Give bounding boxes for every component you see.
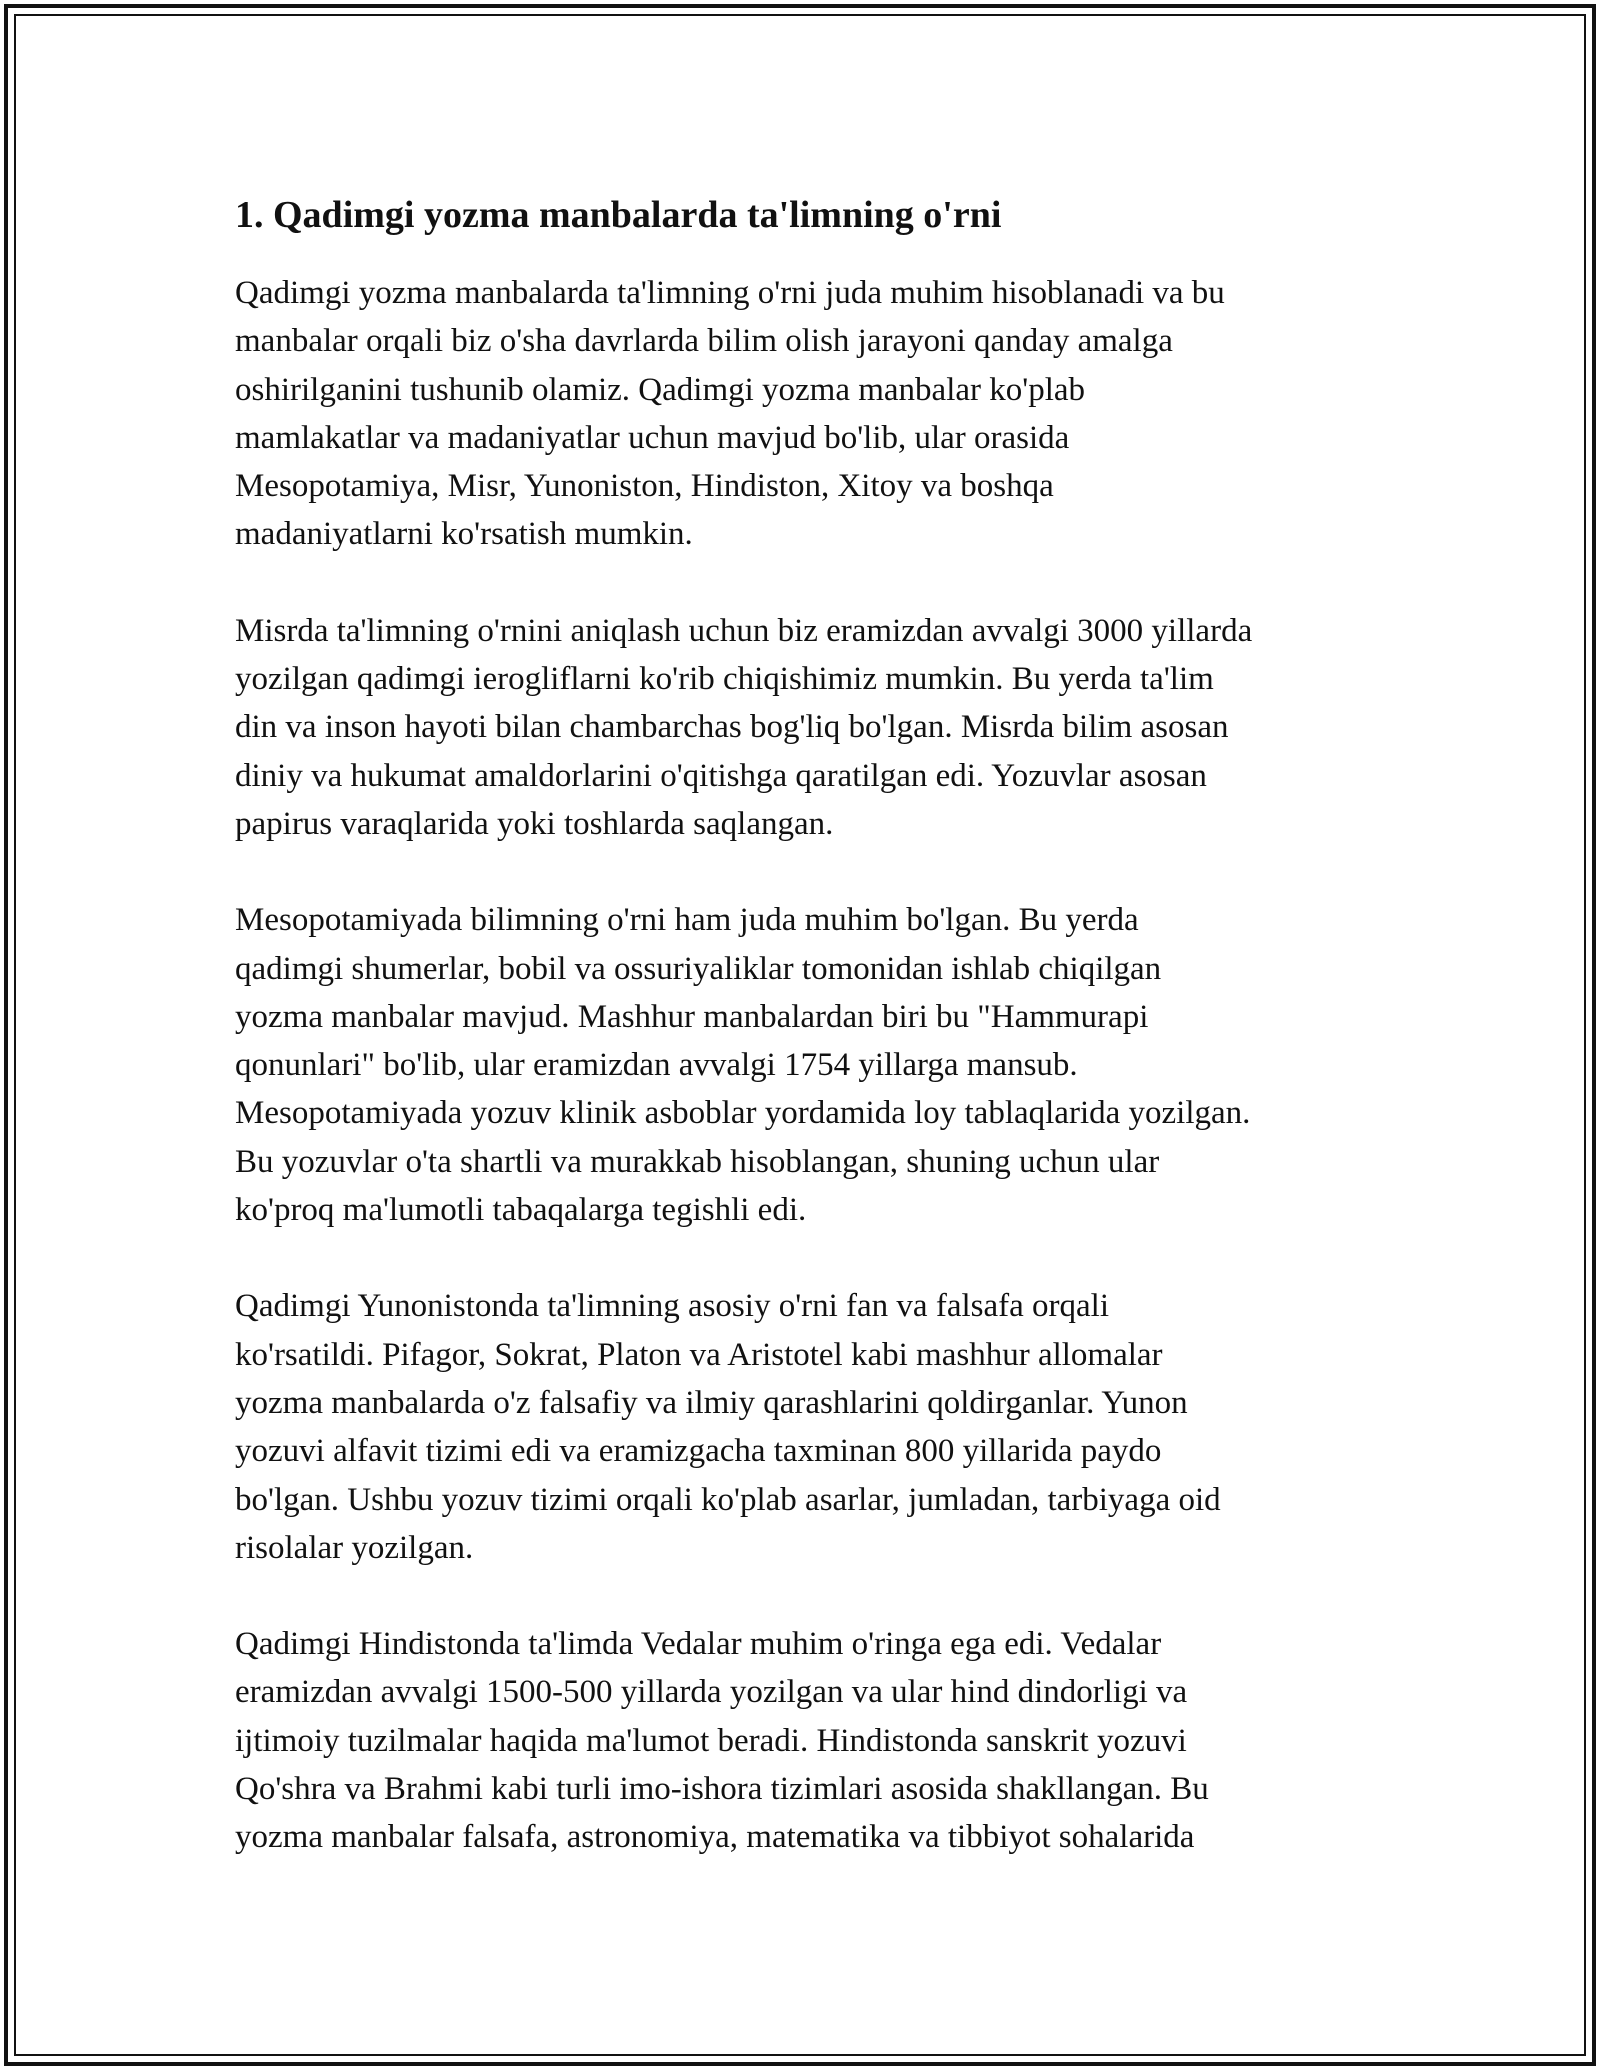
paragraph-greece: Qadimgi Yunonistonda ta'limning asosiy o'rni fan va falsafa orqali ko'rsatildi. Pifagor, Sokrat, Platon va Aristotel kabi mashhur allomalar yozma manbalarda o'z falsafiy va ilmiy qarashlarini qoldirganlar. Yunon yozuvi alfavit tizimi edi va eramizgacha taxminan 800 yillarida paydo bo'lgan. Ushbu yozuv tizimi orqali ko'plab asarlar, jumladan, tarbiyaga oid risolalar yozilgan.: [235, 1288, 1221, 1566]
document-body: [235, 187, 1375, 1910]
section-heading: 1. Qadimgi yozma manbalarda ta'limning o'rni: [235, 194, 1002, 236]
paragraph-india: Qadimgi Hindistonda ta'limda Vedalar muhim o'ringa ega edi. Vedalar eramizdan avvalgi 1500-500 yillarda yozilgan va ular hind dindorligi va ijtimoiy tuzilmalar haqida ma'lumot beradi. Hindistonda sanskrit yozuvi Qo'shra va Brahmi kabi turli imo-ishora tizimlari asosida shakllangan. Bu yozma manbalar falsafa, astronomiya, matematika va tibbiyot sohalarida: [235, 1626, 1209, 1856]
paragraph-mesopotamia: Mesopotamiyada bilimning o'rni ham juda muhim bo'lgan. Bu yerda qadimgi shumerlar, bobil va ossuriyaliklar tomonidan ishlab chiqilgan yozma manbalar mavjud. Mashhur manbalardan biri bu "Hammurapi qonunlari" bo'lib, ular eramizdan avvalgi 1754 yillarga mansub. Mesopotamiyada yozuv klinik asboblar yordamida loy tablaqlarida yozilgan. Bu yozuvlar o'ta shartli va murakkab hisoblangan, shuning uchun ular ko'proq ma'lumotli tabaqalarga tegishli edi.: [235, 902, 1251, 1229]
paragraph-intro: Qadimgi yozma manbalarda ta'limning o'rni juda muhim hisoblanadi va bu manbalar orqali biz o'sha davrlarda bilim olish jarayoni qanday amalga oshirilganini tushunib olamiz. Qadimgi yozma manbalar ko'plab mamlakatlar va madaniyatlar uchun mavjud bo'lib, ular orasida Mesopotamiya, Misr, Yunoniston, Hindiston, Xitoy va boshqa madaniyatlarni ko'rsatish mumkin.: [235, 275, 1225, 553]
paragraph-egypt: Misrda ta'limning o'rnini aniqlash uchun biz eramizdan avvalgi 3000 yillarda yozilgan qadimgi ierogliflarni ko'rib chiqishimiz mumkin. Bu yerda ta'lim din va inson hayoti bilan chambarchas bog'liq bo'lgan. Misrda bilim asosan diniy va hukumat amaldorlarini o'qitishga qaratilgan edi. Yozuvlar asosan papirus varaqlarida yoki toshlarda saqlangan.: [235, 612, 1253, 842]
